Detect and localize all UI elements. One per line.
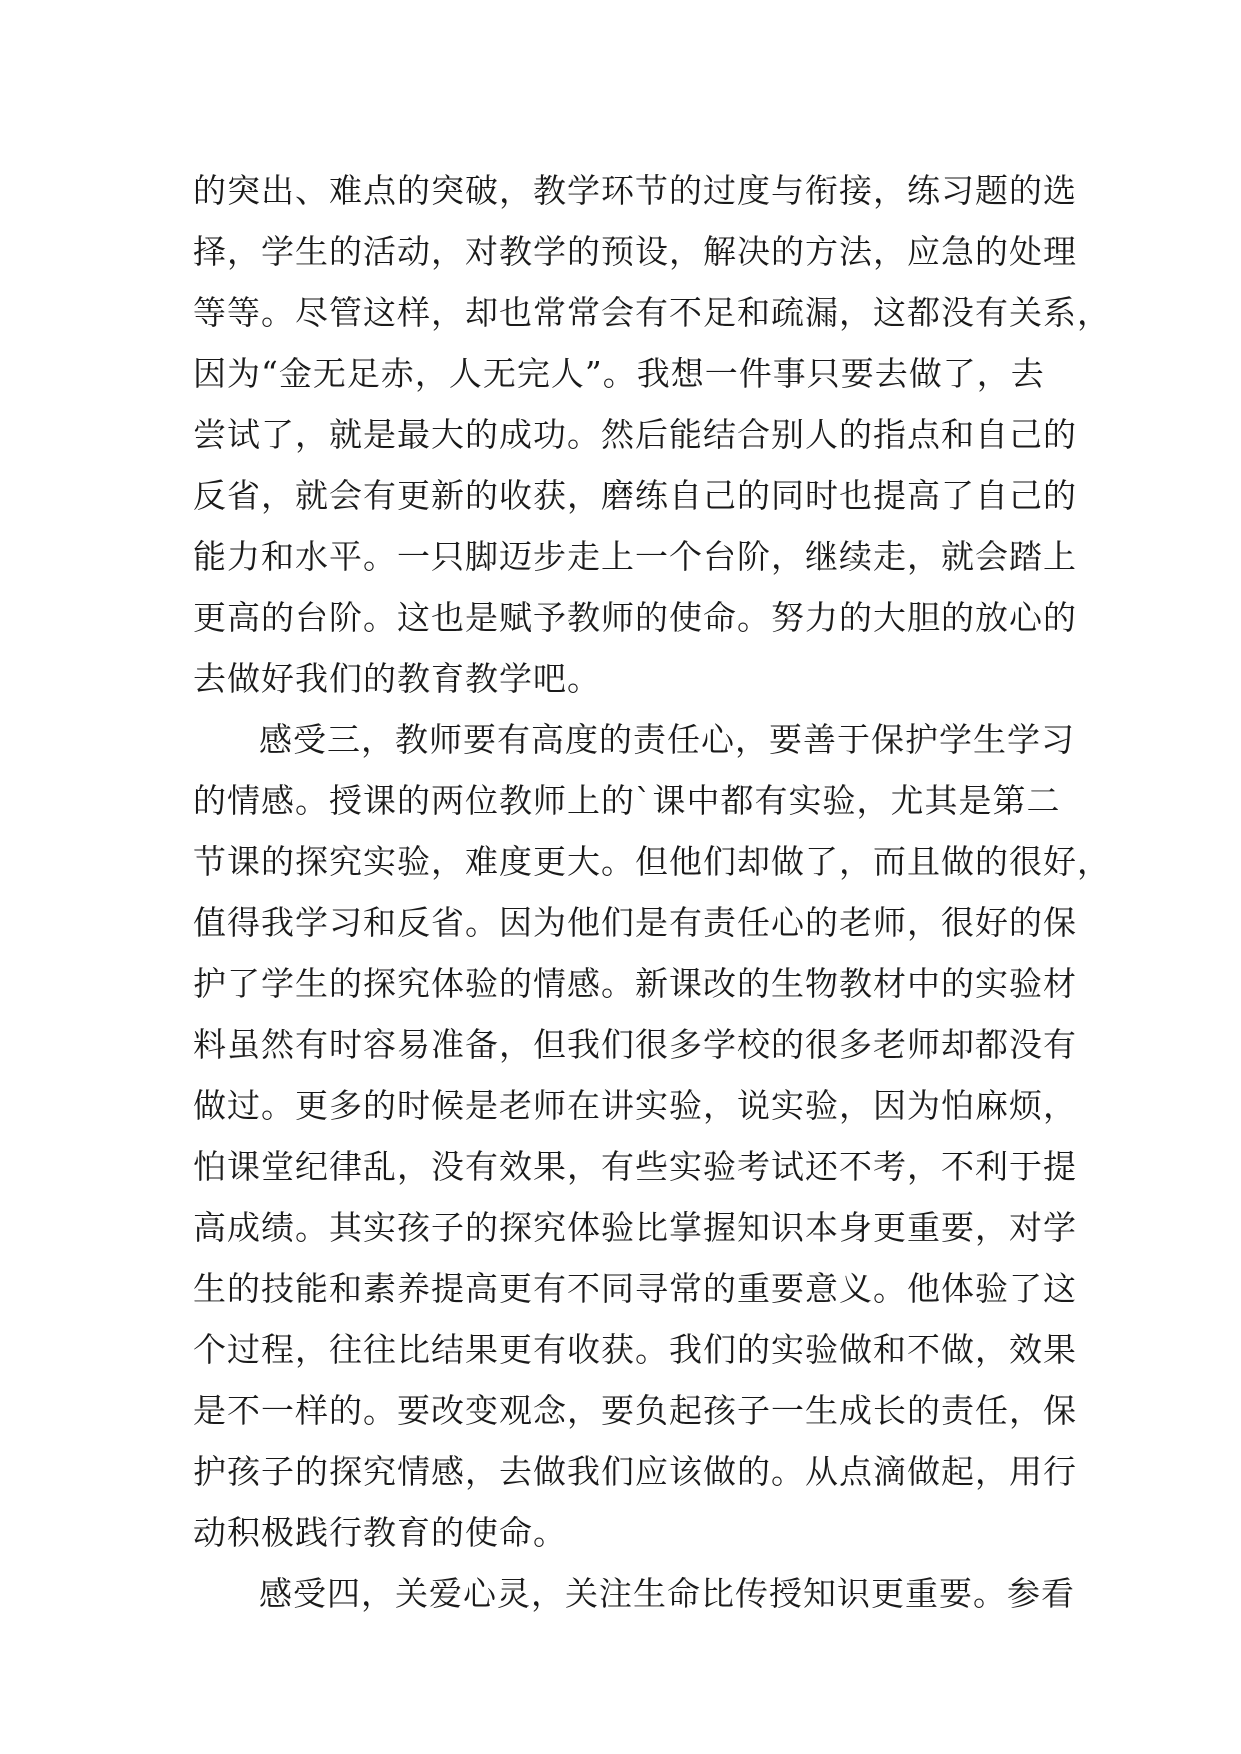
text-line: 择，学生的活动，对教学的预设，解决的方法，应急的处理	[193, 232, 1077, 271]
text-line: 的情感。授课的两位教师上的`课中都有实验，尤其是第二	[193, 781, 1061, 820]
text-line: 动积极践行教育的使命。	[193, 1513, 567, 1552]
text-line: 值得我学习和反省。因为他们是有责任心的老师，很好的保	[193, 903, 1077, 942]
text-line: 个过程，往往比结果更有收获。我们的实验做和不做，效果	[193, 1330, 1077, 1369]
text-line: 生的技能和素养提高更有不同寻常的重要意义。他体验了这	[193, 1269, 1077, 1308]
text-line: 护孩子的探究情感，去做我们应该做的。从点滴做起，用行	[193, 1452, 1077, 1491]
text-line: 更高的台阶。这也是赋予教师的使命。努力的大胆的放心的	[193, 598, 1077, 637]
text-line: 尝试了，就是最大的成功。然后能结合别人的指点和自己的	[193, 415, 1077, 454]
text-line: 反省，就会有更新的收获，磨练自己的同时也提高了自己的	[193, 476, 1077, 515]
text-line: 等等。尽管这样，却也常常会有不足和疏漏，这都没有关系，	[193, 293, 1111, 332]
text-line: 高成绩。其实孩子的探究体验比掌握知识本身更重要，对学	[193, 1208, 1077, 1247]
text-line: 能力和水平。一只脚迈步走上一个台阶，继续走，就会踏上	[193, 537, 1077, 576]
paragraph-start-line: 感受三，教师要有高度的责任心，要善于保护学生学习	[259, 720, 1075, 759]
text-line: 是不一样的。要改变观念，要负起孩子一生成长的责任，保	[193, 1391, 1077, 1430]
text-line: 料虽然有时容易准备，但我们很多学校的很多老师却都没有	[193, 1025, 1077, 1064]
text-line: 因为“金无足赤，人无完人”。我想一件事只要去做了，去	[193, 354, 1045, 393]
text-line: 护了学生的探究体验的情感。新课改的生物教材中的实验材	[193, 964, 1077, 1003]
text-line: 的突出、难点的突破，教学环节的过度与衔接，练习题的选	[193, 171, 1077, 210]
text-line: 做过。更多的时候是老师在讲实验，说实验，因为怕麻烦，	[193, 1086, 1077, 1125]
paragraph-start-line: 感受四，关爱心灵，关注生命比传授知识更重要。参看	[259, 1574, 1075, 1613]
text-line: 节课的探究实验，难度更大。但他们却做了，而且做的很好，	[193, 842, 1111, 881]
text-line: 去做好我们的教育教学吧。	[193, 659, 601, 698]
text-line: 怕课堂纪律乱，没有效果，有些实验考试还不考，不利于提	[193, 1147, 1077, 1186]
body-text	[193, 160, 1111, 1624]
